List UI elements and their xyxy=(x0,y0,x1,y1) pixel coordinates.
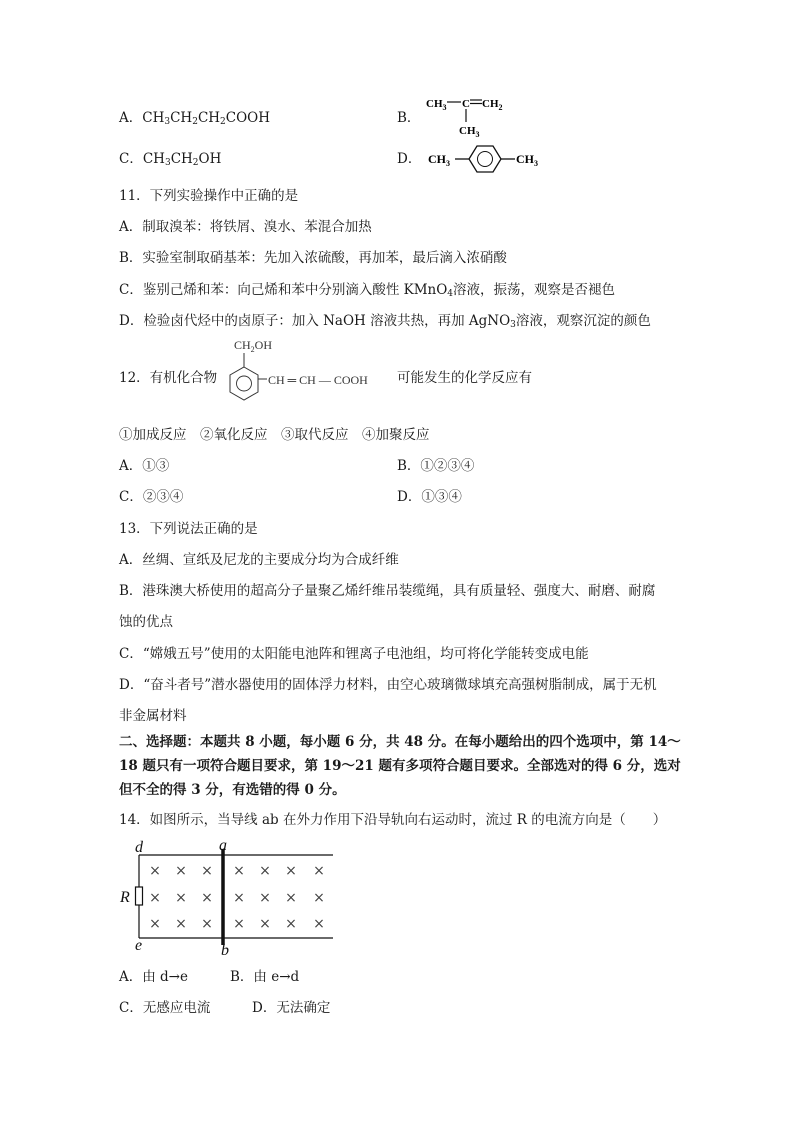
field-cross-icon: × xyxy=(259,916,271,932)
q13-option-c: C．“嫦娥五号”使用的太阳能电池阵和锂离子电池组，均可将化学能转变成电能 xyxy=(119,646,589,662)
text-part: D．检验卤代烃中的卤原子：加入 NaOH 溶液共热，再加 AgNO xyxy=(119,313,511,329)
field-cross-icon: × xyxy=(175,863,187,879)
q14-option-c: C．无感应电流 xyxy=(119,1000,211,1016)
q14-option-d: D．无法确定 xyxy=(252,1000,331,1016)
field-cross-icon: × xyxy=(149,890,161,906)
side-chain-label: CH ═ CH — COOH xyxy=(268,373,368,387)
carbon-center: C xyxy=(462,98,470,110)
label-R: R xyxy=(120,889,130,906)
field-cross-icon: × xyxy=(201,863,213,879)
q10-option-d-structure xyxy=(428,143,548,175)
field-cross-icon: × xyxy=(201,890,213,906)
methyl-left: $CH_3$ xyxy=(428,152,450,168)
subscript: 3 xyxy=(510,320,516,330)
methylene-right: $CH_2$ xyxy=(482,98,503,112)
text-part: 溶液，观察沉淀的颜色 xyxy=(515,313,651,329)
q11-option-d xyxy=(119,312,651,330)
field-cross-icon: × xyxy=(175,916,187,932)
section2-line2: 18 题只有一项符合题目要求，第 19～21 题有多项符合题目要求。全部选对的得 6 分，选对 xyxy=(119,758,681,774)
q11-stem: 11．下列实验操作中正确的是 xyxy=(119,188,299,204)
field-cross-icon: × xyxy=(285,863,297,879)
q12-stem-pre: 12．有机化合物 xyxy=(119,370,218,386)
q11-option-a: A．制取溴苯：将铁屑、溴水、苯混合加热 xyxy=(119,219,372,235)
q10-option-b-label: B． xyxy=(397,110,421,126)
hydroxymethyl-label: $CH_2OH$ xyxy=(234,338,273,354)
q13-option-b-line2: 蚀的优点 xyxy=(119,614,173,630)
section2-line1: 二、选择题：本题共 8 小题，每小题 6 分，共 48 分。在每小题给出的四个选项中，第 14～ xyxy=(119,734,681,750)
field-cross-icon: × xyxy=(313,863,325,879)
q10-option-d-label: D． xyxy=(397,151,422,167)
subscript: 4 xyxy=(447,289,454,299)
benzene-ring-icon xyxy=(469,146,501,172)
q11-option-b: B．实验室制取硝基苯：先加入浓硫酸，再加苯，最后滴入浓硝酸 xyxy=(119,250,507,266)
q12-option-c: C．②③④ xyxy=(119,489,184,505)
text-part: C．鉴别己烯和苯：向己烯和苯中分别滴入酸性 KMnO xyxy=(119,282,448,298)
field-cross-icon: × xyxy=(313,916,325,932)
field-cross-icon: × xyxy=(233,890,245,906)
q10-option-c xyxy=(119,150,221,168)
field-cross-icon: × xyxy=(201,916,213,932)
field-cross-icon: × xyxy=(259,863,271,879)
methyl-left: $CH_3$ xyxy=(426,98,447,112)
q10-option-a xyxy=(119,109,270,127)
field-cross-icon: × xyxy=(259,890,271,906)
q13-option-d-line2: 非金属材料 xyxy=(119,708,187,724)
label-b: b xyxy=(221,942,229,959)
label-e: e xyxy=(135,937,143,954)
field-cross-icon: × xyxy=(233,863,245,879)
methyl-right: $CH_3$ xyxy=(516,152,538,168)
q14-option-b: B．由 e→d xyxy=(230,969,300,985)
q13-option-a: A．丝绸、宣纸及尼龙的主要成分均为合成纤维 xyxy=(119,552,399,568)
field-cross-icon: × xyxy=(233,916,245,932)
methyl-bottom: $CH_3$ xyxy=(459,125,480,138)
aromatic-circle xyxy=(237,376,252,391)
option-label: A． xyxy=(119,110,143,126)
field-cross-icon: × xyxy=(149,916,161,932)
field-cross-icon: × xyxy=(149,863,161,879)
q13-option-d-line1: D．“奋斗者号”潜水器使用的固体浮力材料，由空心玻璃微球填充高强树脂制成，属于无机 xyxy=(119,677,657,693)
section2-line3: 但不全的得 3 分，有选错的得 0 分。 xyxy=(119,782,346,798)
label-d: d xyxy=(135,839,143,856)
field-cross-icon: × xyxy=(285,916,297,932)
q11-option-c xyxy=(119,281,615,299)
text-part: 溶液，振荡，观察是否褪色 xyxy=(453,282,616,298)
field-cross-icon: × xyxy=(175,890,187,906)
benzene-ring-icon xyxy=(230,367,258,400)
q14-stem: 14．如图所示，当导线 ab 在外力作用下沿导轨向右运动时，流过 R 的电流方向是（ ） xyxy=(119,812,667,828)
q12-stem-post: 可能发生的化学反应有 xyxy=(397,370,532,386)
q12-molecule-structure xyxy=(218,334,398,414)
q10-option-b-structure xyxy=(424,92,514,138)
option-label: C． xyxy=(119,151,143,167)
q13-stem: 13．下列说法正确的是 xyxy=(119,521,258,537)
aromatic-circle xyxy=(478,152,493,167)
formula: $CH_3CH_2CH_2COOH$ xyxy=(142,110,271,127)
q12-option-a: A．①③ xyxy=(119,458,170,474)
q14-circuit-figure xyxy=(115,835,340,960)
label-a: a xyxy=(219,837,227,854)
q14-option-a: A．由 d→e xyxy=(119,969,188,985)
formula: $CH_3CH_2OH$ xyxy=(142,151,222,168)
resistor-icon xyxy=(136,887,143,905)
field-cross-icon: × xyxy=(313,890,325,906)
q12-reactions: ①加成反应 ②氧化反应 ③取代反应 ④加聚反应 xyxy=(119,427,430,443)
q12-option-b: B．①②③④ xyxy=(397,458,475,474)
q13-option-b-line1: B．港珠澳大桥使用的超高分子量聚乙烯纤维吊装缆绳，具有质量轻、强度大、耐磨、耐腐 xyxy=(119,583,656,599)
q12-option-d: D．①③④ xyxy=(397,489,462,505)
field-cross-icon: × xyxy=(285,890,297,906)
